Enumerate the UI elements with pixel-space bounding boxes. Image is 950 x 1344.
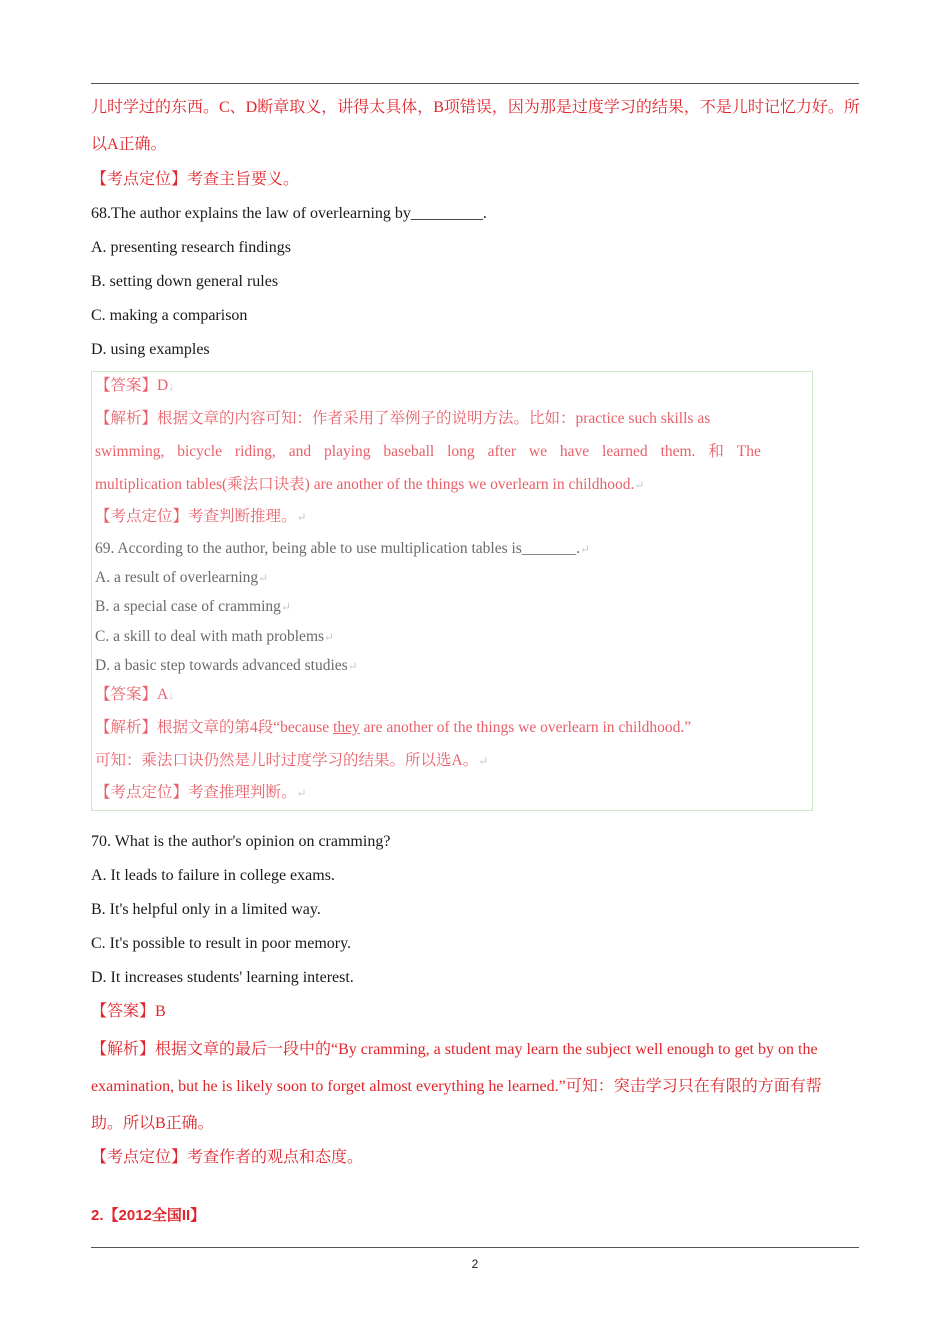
point-location-70: 【考点定位】考查作者的观点和态度。 bbox=[91, 1149, 364, 1166]
analysis-continuation-line-1: 儿时学过的东西。C、D断章取义，讲得太具体，B项错误，因为那是过度学习的结果，不是儿时记忆力好。所 bbox=[91, 99, 860, 116]
header-rule bbox=[91, 83, 859, 84]
point-location-69: 【考点定位】考查推理判断。↵ bbox=[95, 784, 307, 801]
question-70-option-b: B. It's helpful only in a limited way. bbox=[91, 901, 321, 918]
embedded-scan-box bbox=[91, 371, 813, 811]
question-69-option-b: B. a special case of cramming↵ bbox=[95, 598, 291, 615]
question-68-option-c: C. making a comparison bbox=[91, 307, 248, 324]
footer-rule bbox=[91, 1247, 859, 1248]
answer-69: 【答案】A↓ bbox=[95, 686, 175, 703]
section-heading: 2.【2012全国II】 bbox=[91, 1207, 206, 1224]
analysis-69-line-1: 【解析】根据文章的第4段“because they are another of the things we overlearn in childhood.” bbox=[95, 719, 692, 736]
analysis-70-line-1: 【解析】根据文章的最后一段中的“By cramming, a student may learn the subject well enough to get by on the bbox=[91, 1041, 818, 1058]
question-70-option-d: D. It increases students' learning interest. bbox=[91, 969, 354, 986]
point-location-68: 【考点定位】考查判断推理。↵ bbox=[95, 508, 307, 525]
question-68-option-a: A. presenting research findings bbox=[91, 239, 291, 256]
analysis-70-line-3: 助。所以B正确。 bbox=[91, 1115, 214, 1132]
analysis-continuation-line-2: 以A正确。 bbox=[91, 136, 167, 153]
question-68-stem: 68.The author explains the law of overlearning by_________. bbox=[91, 205, 487, 222]
question-68-option-d: D. using examples bbox=[91, 341, 210, 358]
question-70-option-a: A. It leads to failure in college exams. bbox=[91, 867, 335, 884]
question-70-stem: 70. What is the author's opinion on cramming? bbox=[91, 833, 391, 850]
answer-70: 【答案】B bbox=[91, 1003, 166, 1020]
analysis-68-line-1: 【解析】根据文章的内容可知：作者采用了举例子的说明方法。比如：practice such skills as bbox=[95, 410, 711, 427]
analysis-68-line-3: multiplication tables(乘法口诀表) are another of the things we overlearn in childhood.↵ bbox=[95, 476, 645, 493]
question-70-option-c: C. It's possible to result in poor memory. bbox=[91, 935, 352, 952]
analysis-68-line-2: swimming, bicycle riding, and playing baseball long after we have learned them. 和 The bbox=[95, 443, 761, 460]
analysis-69-line-2: 可知：乘法口诀仍然是儿时过度学习的结果。所以选A。↵ bbox=[95, 752, 489, 769]
question-69-option-d: D. a basic step towards advanced studies↵ bbox=[95, 657, 358, 674]
answer-68: 【答案】D↓ bbox=[95, 377, 175, 394]
point-location-67: 【考点定位】考查主旨要义。 bbox=[91, 171, 300, 188]
analysis-70-line-2: examination, but he is likely soon to forget almost everything he learned.”可知：突击学习只在有限的方面有帮 bbox=[91, 1078, 822, 1095]
question-68-option-b: B. setting down general rules bbox=[91, 273, 279, 290]
question-69-stem: 69. According to the author, being able to use multiplication tables is_______.↵ bbox=[95, 540, 591, 557]
question-69-option-a: A. a result of overlearning↵ bbox=[95, 569, 269, 586]
page-number: 2 bbox=[471, 1257, 479, 1271]
question-69-option-c: C. a skill to deal with math problems↵ bbox=[95, 628, 335, 645]
